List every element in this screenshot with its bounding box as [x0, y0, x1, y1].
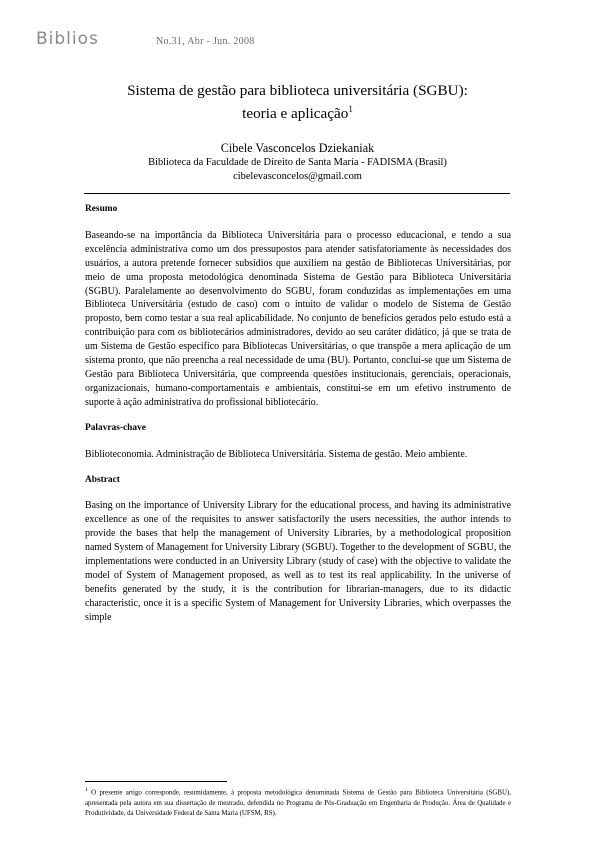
footnote-text: O presente artigo corresponde, resumidamente, à proposta metodológica denominada Sistema de Gestão para Biblioteca Universitária (SGBU), apresentada pela autora em sua dissertação de mestrado, defendida no Programa de Pós-Graduação em Engenharia de Produção. Área de Qualidade e Produtividade, da Universidade Federal de Santa Maria (UFSM, RS).: [85, 789, 511, 817]
footnote: [85, 785, 511, 819]
issue-info: No.31, Abr - Jun. 2008: [156, 36, 255, 47]
title-block: [40, 82, 555, 184]
title-footnote-marker[interactable]: 1: [348, 104, 353, 114]
resumo-text: Baseando-se na importância da Biblioteca Universitária para o processo educacional, e tendo a sua excelência administrativa como um dos pressupostos para atender satisfatoriamente às necessidades dos usuários, a autora pretende fornecer subsídios que auxiliem na gestão de Bibliotecas Universitárias, por meio de uma proposta metodológica denominada Sistema de Gestão para Biblioteca Universitária (SGBU). Paralelamente ao desenvolvimento do SGBU, foram conduzidas as implementações em uma Biblioteca Universitária (estudo de caso) com o intuito de validar o modelo de Sistema de Gestão proposto, bem como testar a sua real aplicabilidade. No conjunto de benefícios gerados pelo estudo está a contribuição para com os bibliotecários administradores, devido ao seu caráter didático, já que se trata de um Sistema de Gestão específico para Bibliotecas Universitárias, o que transpõe a mera aplicação de um sistema pronto, que não preencha a real necessidade de uma (BU). Portanto, conclui-se que um Sistema de Gestão para Biblioteca Universitária, que compreenda questões institucionais, gerenciais, operacionais, organizacionais, humano-comportamentais e ambientais, constitui-se em um efetivo instrumento de suporte à ação administrativa do profissional bibliotecário.: [85, 229, 511, 408]
resumo-heading: Resumo: [85, 204, 118, 214]
title-line-1: Sistema de gestão para biblioteca universitária (SGBU):: [127, 82, 468, 99]
footnote-divider: [85, 781, 227, 782]
top-divider: [84, 193, 510, 194]
abstract-heading: Abstract: [85, 474, 120, 485]
article-body: [85, 203, 511, 637]
footnote-marker: 1: [85, 787, 88, 793]
journal-logo: Biblios: [36, 29, 99, 49]
abstract-text: Basing on the importance of University Library for the educational process, and having its administrative excellence as one of the requisites to answer satisfactorily the users necessities, the author intends to provide the bases that help the management of University Libraries, by a methodological proposition named System of Management for University Library (SGBU). Together to the development of SGBU, the implementations were conducted in an University Library (study of case) with the objective to validate the model of System of Management proposed, as well as to test its real applicability. In the universe of benefits generated by the study, it is the contribution for librarian-managers, due to its didactic characteristic, once it is a specific System of Management for University Libraries, which overpasses the simple: [85, 500, 511, 623]
author-email[interactable]: cibelevasconcelos@gmail.com: [233, 171, 362, 183]
article-title: [40, 82, 555, 123]
keywords-heading: Palavras-chave: [85, 422, 146, 433]
author-name: Cibele Vasconcelos Dziekaniak: [220, 141, 375, 156]
title-line-2: teoria e aplicação: [242, 105, 349, 123]
keywords-text: Biblioteconomia. Administração de Biblioteca Universitária. Sistema de gestão. Meio ambiente.: [85, 448, 468, 460]
author-affiliation: Biblioteca da Faculdade de Direito de Santa Maria - FADISMA (Brasil): [148, 157, 447, 169]
